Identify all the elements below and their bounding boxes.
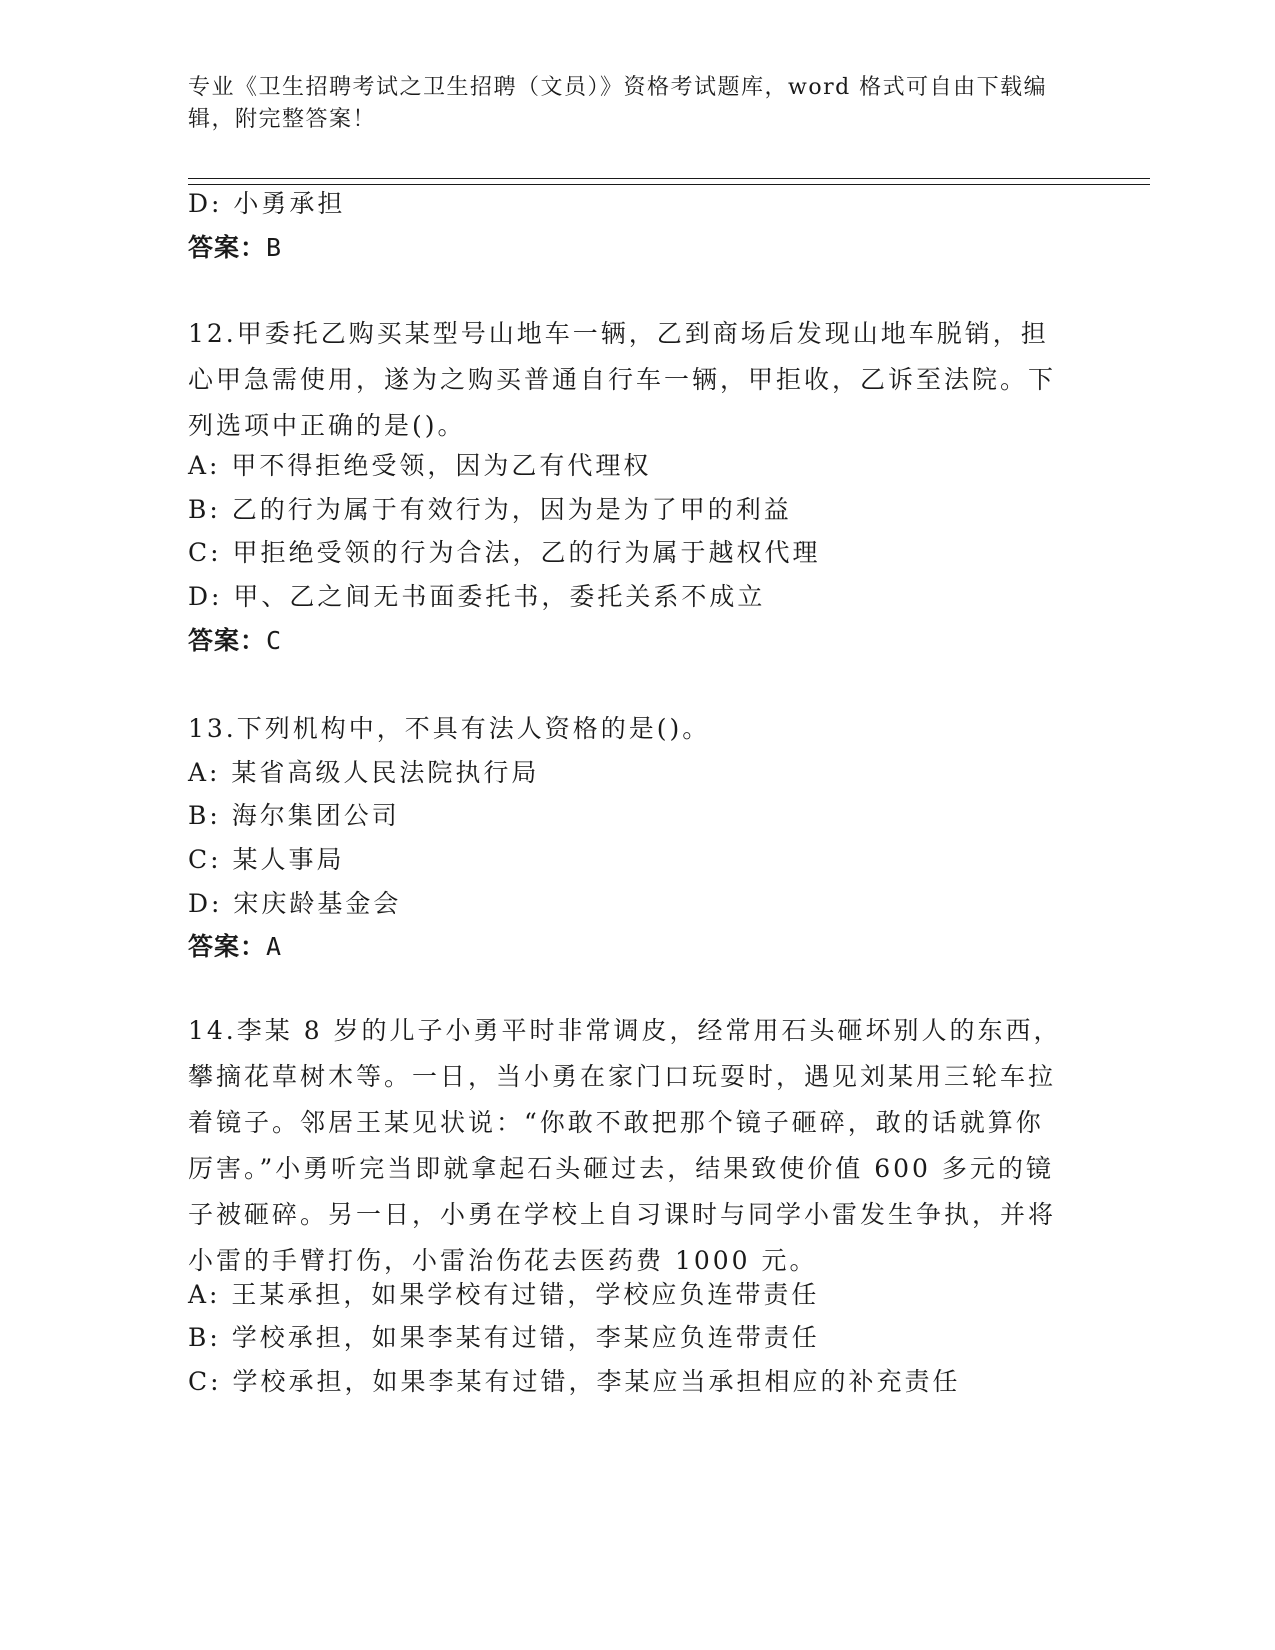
q13-stem: 13.下列机构中，不具有法人资格的是()。: [188, 714, 711, 743]
q12-option-a: A: 甲不得拒绝受领，因为乙有代理权: [188, 451, 652, 480]
header-divider-bottom: [188, 184, 1150, 185]
q12-answer-label: 答案：: [188, 626, 267, 655]
q14-stem: 14.李某 8 岁的儿子小勇平时非常调皮，经常用石头砸坏别人的东西，攀摘花草树木等。一日，当小勇在家门口玩耍时，遇见刘某用三轮车拉着镜子。邻居王某见状说：“你敢不敢把那个镜子砸碎，敢的话就算你厉害。”小勇听完当即就拿起石头砸过去，结果致使价值 600 多元的镜子被砸碎。另一日，小勇在学校上自习课时与同学小雷发生争执，并将小雷的手臂打伤，小雷治伤花去医药费 1000 元。: [188, 1016, 1062, 1275]
q11-answer-label: 答案：: [188, 233, 267, 262]
q13-answer-label: 答案：: [188, 932, 267, 961]
q13-answer-value: A: [266, 932, 282, 961]
q11-answer: [188, 232, 281, 264]
q12-answer-value: C: [266, 626, 282, 655]
q13-answer: [188, 931, 281, 963]
document-header: 专业《卫生招聘考试之卫生招聘（文员）》资格考试题库，word 格式可自由下载编辑，附完整答案！: [188, 75, 1048, 132]
q13-option-d: D: 宋庆龄基金会: [188, 889, 402, 918]
q11-option-d: D: 小勇承担: [188, 189, 346, 218]
q14-option-b: B: 学校承担，如果李某有过错，李某应负连带责任: [188, 1323, 820, 1352]
q13-option-b: B: 海尔集团公司: [188, 801, 400, 830]
q14-option-c: C: 学校承担，如果李某有过错，李某应当承担相应的补充责任: [188, 1367, 961, 1396]
q12-answer: [188, 625, 281, 657]
q11-answer-value: B: [266, 233, 282, 262]
header-divider-top: [188, 178, 1150, 179]
q14-option-a: A: 王某承担，如果学校有过错，学校应负连带责任: [188, 1280, 820, 1309]
q12-option-b: B: 乙的行为属于有效行为，因为是为了甲的利益: [188, 495, 792, 524]
q12-stem: 12.甲委托乙购买某型号山地车一辆，乙到商场后发现山地车脱销，担心甲急需使用，遂为之购买普通自行车一辆，甲拒收，乙诉至法院。下列选项中正确的是()。: [188, 319, 1057, 440]
q12-option-d: D: 甲、乙之间无书面委托书，委托关系不成立: [188, 582, 766, 611]
q13-option-a: A: 某省高级人民法院执行局: [188, 758, 540, 787]
q13-option-c: C: 某人事局: [188, 845, 345, 874]
q12-option-c: C: 甲拒绝受领的行为合法，乙的行为属于越权代理: [188, 538, 821, 567]
